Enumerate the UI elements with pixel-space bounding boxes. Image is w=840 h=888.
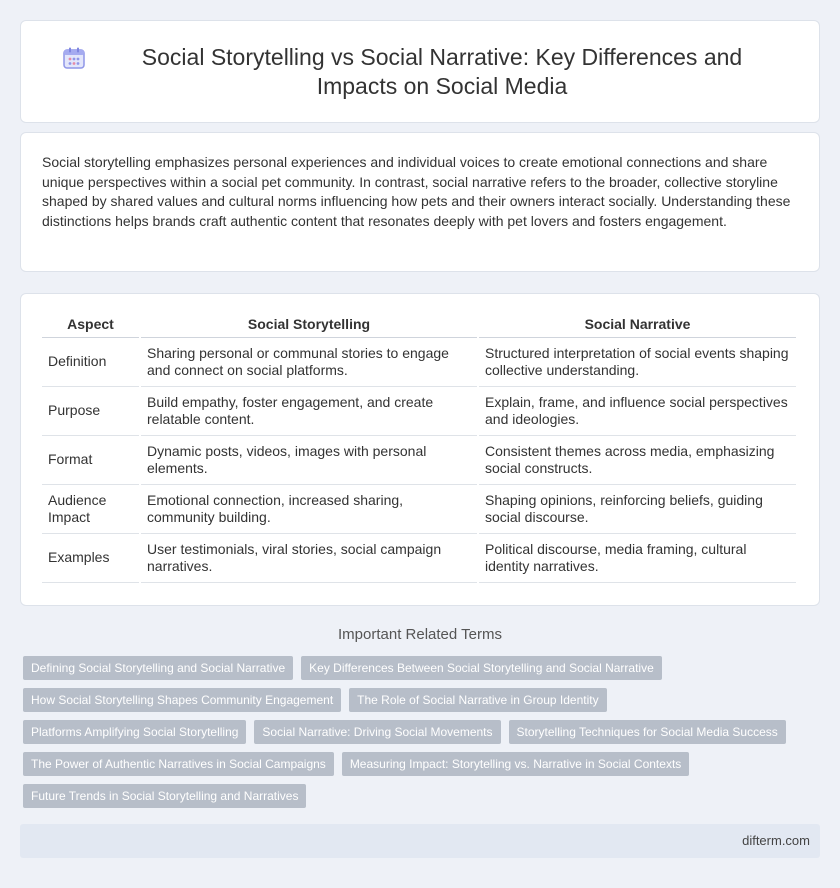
table-row [42,485,796,534]
related-term-tag[interactable]: Defining Social Storytelling and Social Narrative [23,656,293,680]
related-terms-list [23,656,823,816]
header-social-storytelling: Social Storytelling [141,311,477,338]
row-storytelling: Build empathy, foster engagement, and create relatable content. [141,387,477,436]
related-term-tag[interactable]: Platforms Amplifying Social Storytelling [23,720,246,744]
header-aspect: Aspect [42,311,139,338]
tag-row [23,752,823,776]
related-term-tag[interactable]: Social Narrative: Driving Social Movements [254,720,500,744]
intro-card [20,132,820,272]
calendar-icon [61,45,87,71]
related-term-tag[interactable]: Future Trends in Social Storytelling and Narratives [23,784,306,808]
row-aspect: Format [42,436,139,485]
related-term-tag[interactable]: Measuring Impact: Storytelling vs. Narrative in Social Contexts [342,752,689,776]
comparison-card [20,293,820,606]
table-header-row [42,311,796,338]
row-aspect: Purpose [42,387,139,436]
header-card [20,20,820,123]
tag-row [23,656,823,680]
footer-site-link[interactable]: difterm.com [742,833,810,848]
row-aspect: Examples [42,534,139,583]
comparison-table [40,311,798,583]
row-narrative: Shaping opinions, reinforcing beliefs, guiding social discourse. [479,485,796,534]
row-storytelling: Emotional connection, increased sharing, community building. [141,485,477,534]
row-aspect: Definition [42,338,139,387]
related-term-tag[interactable]: How Social Storytelling Shapes Community Engagement [23,688,341,712]
row-narrative: Political discourse, media framing, cultural identity narratives. [479,534,796,583]
tag-row [23,720,823,744]
related-term-tag[interactable]: Key Differences Between Social Storytelling and Social Narrative [301,656,662,680]
related-term-tag[interactable]: The Role of Social Narrative in Group Identity [349,688,606,712]
tag-row [23,688,823,712]
table-row [42,387,796,436]
header-social-narrative: Social Narrative [479,311,796,338]
page-title: Social Storytelling vs Social Narrative: Key Differences and Impacts on Social Media [141,43,743,99]
row-storytelling: User testimonials, viral stories, social campaign narratives. [141,534,477,583]
table-row [42,436,796,485]
table-row [42,534,796,583]
tag-row [23,784,823,808]
row-aspect: Audience Impact [42,485,139,534]
table-row [42,338,796,387]
related-terms-title: Important Related Terms [338,626,502,643]
row-storytelling: Dynamic posts, videos, images with personal elements. [141,436,477,485]
related-term-tag[interactable]: Storytelling Techniques for Social Media Success [509,720,786,744]
related-term-tag[interactable]: The Power of Authentic Narratives in Social Campaigns [23,752,334,776]
footer [20,824,820,858]
intro-paragraph: Social storytelling emphasizes personal experiences and individual voices to create emotional connections and share unique perspectives within a social pet community. In contrast, social narrative refers to the broader, collective storyline shaped by shared values and cultural norms influencing how pets and their owners interact socially. Understanding these distinctions helps brands craft authentic content that resonates deeply with pet lovers and fosters engagement. [42,154,791,229]
row-narrative: Consistent themes across media, emphasizing social constructs. [479,436,796,485]
row-storytelling: Sharing personal or communal stories to engage and connect on social platforms. [141,338,477,387]
row-narrative: Structured interpretation of social events shaping collective understanding. [479,338,796,387]
row-narrative: Explain, frame, and influence social perspectives and ideologies. [479,387,796,436]
